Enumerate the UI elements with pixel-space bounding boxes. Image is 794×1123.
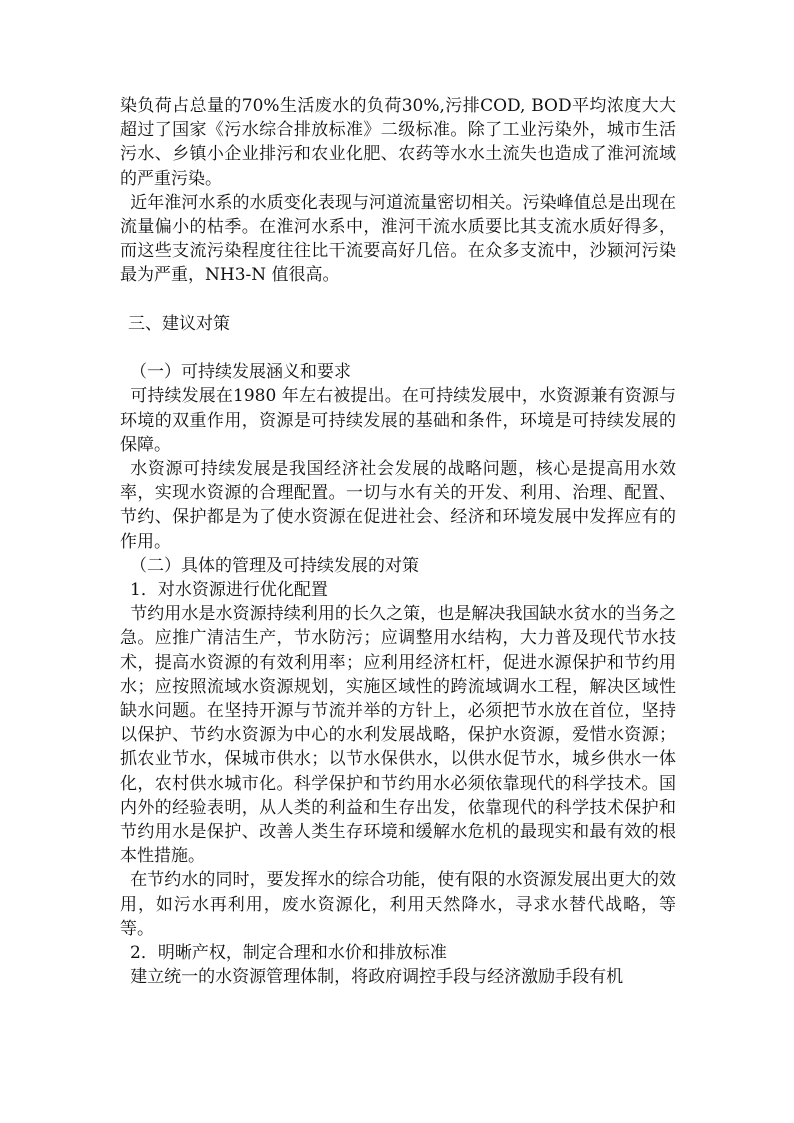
section-heading-countermeasures: 三、建议对策 xyxy=(128,313,230,334)
item-heading-property-rights: 2．明晰产权，制定合理和水价和排放标准 xyxy=(130,943,447,964)
paragraph-water-saving: 节约用水是水资源持续利用的长久之策，也是解决我国缺水贫水的当务之急。应推广清洁生产，节水防污；应调整用水结构，大力普及现代节水技术，提高水资源的有效利用率；应利用经济杠杆，促进水源保护和节约用水；应按照流域水资源规划，实施区域性的跨流域调水工程，解决区域性缺水问题。在坚持开源与节流并举的方针上，必须把节水放在首位，坚持以保护、节约水资源为中心的水利发展战略，保护水资源，爱惜水资源；抓农业节水，保城市供水；以节水保供水，以供水促节水，城乡供水一体化，农村供水城市化。科学保护和节约用水必须依靠现代的科学技术。国内外的经验表明，从人类的利益和生存出发，依靠现代的科学技术保护和节约用水是保护、改善人类生存环境和缓解水危机的最现实和最有效的根本性措施。 xyxy=(120,604,676,867)
paragraph-water-sustainability: 水资源可持续发展是我国经济社会发展的战略问题，核心是提高用水效率，实现水资源的合理配置。一切与水有关的开发、利用、治理、配置、节约、保护都是为了使水资源在促进社会、经济和环境发展中发挥应有的作用。 xyxy=(120,459,676,552)
paragraph-comprehensive-function: 在节约水的同时，要发挥水的综合功能，使有限的水资源发展出更大的效用，如污水再利用，废水资源化，利用天然降水，寻求水替代战略，等等。 xyxy=(120,870,676,939)
blank-line xyxy=(120,288,676,312)
subheading-management-measures: （二）具体的管理及可持续发展的对策 xyxy=(130,555,419,576)
paragraph-pollution-load: 染负荷占总量的70%生活废水的负荷30%,污排COD, BOD平均浓度大大超过了国家《污水综合排放标准》二级标准。除了工业污染外，城市生活污水、乡镇小企业排污和农业化肥、农药等水水土流失也造成了淮河流域的严重污染。 xyxy=(120,96,676,189)
paragraph-huaihe-water-quality: 近年淮河水系的水质变化表现与河道流量密切相关。污染峰值总是出现在流量偏小的枯季。在淮河水系中，淮河干流水质要比其支流水质好得多，而这些支流污染程度往往比干流要高好几倍。在众多支流中，沙颍河污染最为严重，NH3-N 值很高。 xyxy=(120,192,676,286)
paragraph-management-system: 建立统一的水资源管理体制，将政府调控手段与经济激励手段有机 xyxy=(130,967,624,988)
paragraph-sustainable-definition: 可持续发展在1980 年左右被提出。在可持续发展中，水资源兼有资源与环境的双重作用，资源是可持续发展的基础和条件，环境是可持续发展的保障。 xyxy=(120,386,676,455)
item-heading-optimize-allocation: 1．对水资源进行优化配置 xyxy=(130,580,328,601)
document-body xyxy=(120,94,676,989)
subheading-sustainable-development: （一）可持续发展涵义和要求 xyxy=(130,362,351,383)
blank-line xyxy=(120,336,676,360)
